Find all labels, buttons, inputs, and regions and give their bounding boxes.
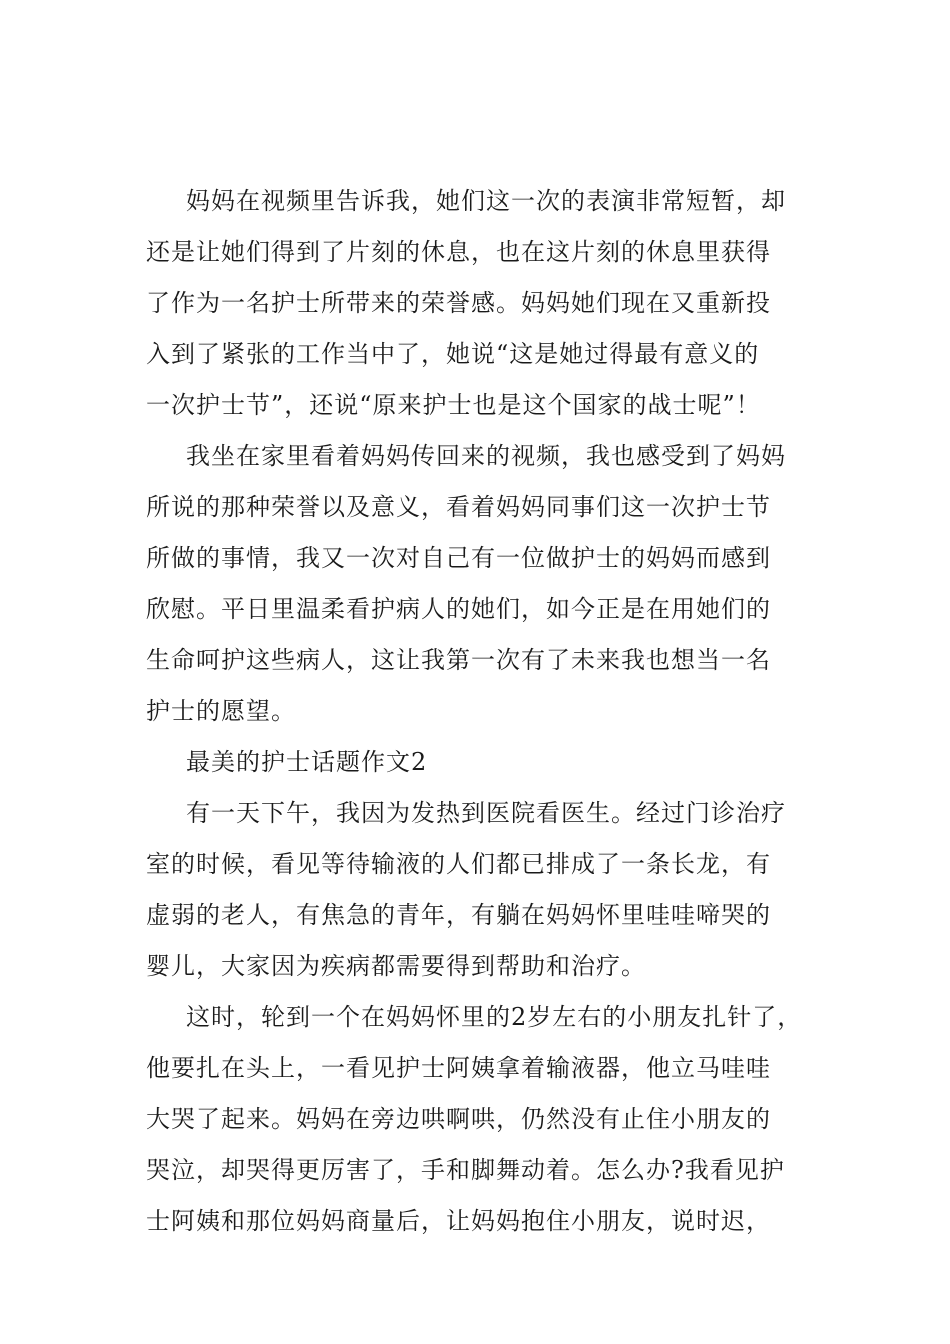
section-heading [146,737,806,788]
paragraph [146,992,806,1247]
paragraph [146,176,806,431]
text-line: 了作为一名护士所带来的荣誉感。妈妈她们现在又重新投 [146,289,771,317]
text-line: 他要扎在头上，一看见护士阿姨拿着输液器，他立马哇哇 [146,1054,771,1082]
text-line: 我坐在家里看着妈妈传回来的视频，我也感受到了妈妈 [186,442,786,470]
text-line: 这时，轮到一个在妈妈怀里的2岁左右的小朋友扎针了， [186,1003,803,1031]
paragraph [146,788,806,992]
text-line: 婴儿，大家因为疾病都需要得到帮助和治疗。 [146,952,646,980]
text-line: 有一天下午，我因为发热到医院看医生。经过门诊治疗 [186,799,786,827]
text-line: 一次护士节”，还说“原来护士也是这个国家的战士呢”！ [146,391,761,419]
paragraph [146,431,806,737]
text-line: 虚弱的老人，有焦急的青年，有躺在妈妈怀里哇哇啼哭的 [146,901,771,929]
text-line: 还是让她们得到了片刻的休息，也在这片刻的休息里获得 [146,238,771,266]
text-line: 所做的事情，我又一次对自己有一位做护士的妈妈而感到 [146,544,771,572]
text-line: 欣慰。平日里温柔看护病人的她们，如今正是在用她们的 [146,595,771,623]
text-line: 大哭了起来。妈妈在旁边哄啊哄，仍然没有止住小朋友的 [146,1105,771,1133]
text-line: 所说的那种荣誉以及意义，看着妈妈同事们这一次护士节 [146,493,771,521]
heading-text: 最美的护士话题作文2 [186,748,428,776]
text-line: 妈妈在视频里告诉我，她们这一次的表演非常短暂，却 [186,187,786,215]
text-line: 士阿姨和那位妈妈商量后，让妈妈抱住小朋友，说时迟， [146,1207,771,1235]
text-line: 哭泣，却哭得更厉害了，手和脚舞动着。怎么办?我看见护 [146,1156,785,1184]
document-body [146,176,806,1247]
text-line: 室的时候，看见等待输液的人们都已排成了一条长龙，有 [146,850,771,878]
text-line: 入到了紧张的工作当中了，她说“这是她过得最有意义的 [146,340,760,368]
text-line: 生命呵护这些病人，这让我第一次有了未来我也想当一名 [146,646,771,674]
text-line: 护士的愿望。 [146,697,296,725]
